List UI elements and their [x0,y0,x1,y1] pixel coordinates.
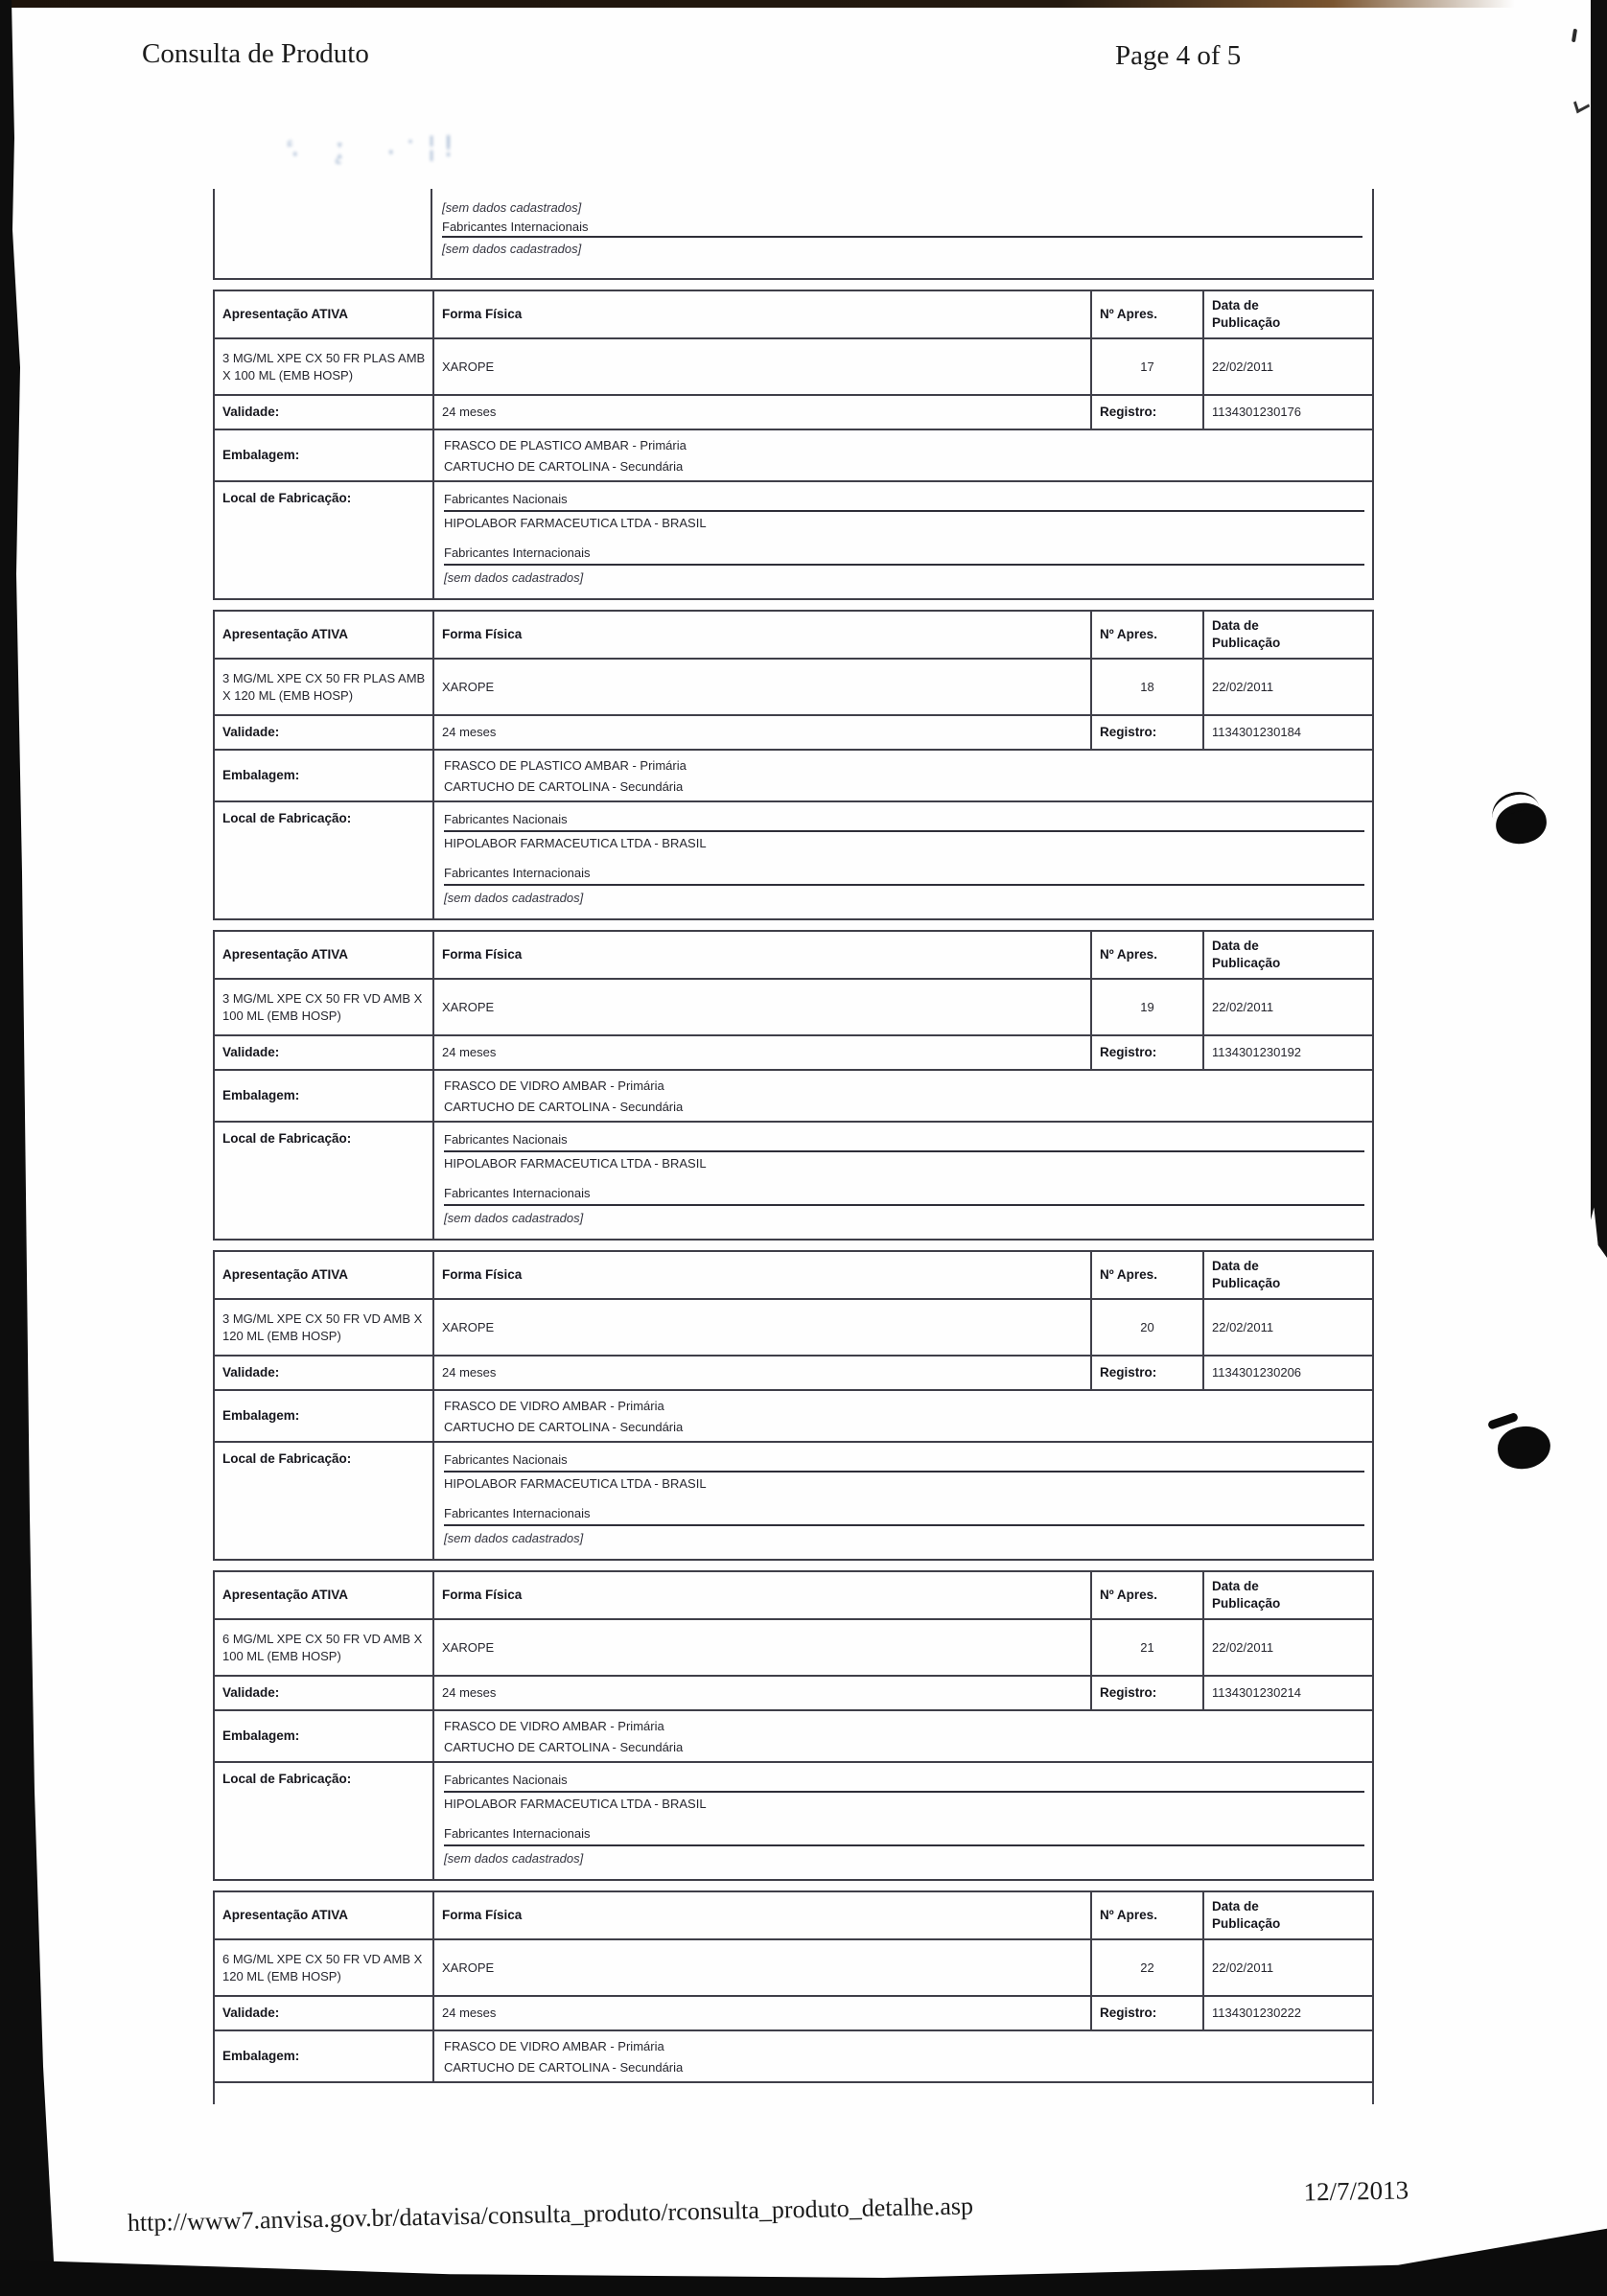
embalagem-value [432,430,1372,480]
validade-value: 24 meses [432,1997,1090,2029]
local-fabricacao-label: Local de Fabricação: [222,1131,352,1146]
sem-dados-text: [sem dados cadastrados] [444,1850,584,1866]
col-header-n-apres: Nº Apres. [1090,1252,1202,1298]
embalagem-primaria: FRASCO DE VIDRO AMBAR - Primária [444,1399,664,1413]
embalagem-label: Embalagem: [222,2048,300,2063]
validade-label: Validade: [222,1044,280,1059]
fabricantes-internacionais-heading: Fabricantes Internacionais [444,1182,1364,1206]
validade-label: Validade: [222,1364,280,1380]
embalagem-label: Embalagem: [222,1407,300,1423]
sem-dados-text: [sem dados cadastrados] [444,1210,584,1225]
embalagem-label: Embalagem: [222,1087,300,1102]
col-header-data-publicacao: Data de Publicação [1212,1579,1281,1611]
embalagem-label: Embalagem: [222,1728,300,1743]
fabricantes-nacionais-heading: Fabricantes Nacionais [444,1128,1364,1152]
embalagem-secundaria: CARTUCHO DE CARTOLINA - Secundária [444,779,684,795]
validade-label: Validade: [222,404,280,419]
table-border-stub-left [213,2083,215,2104]
col-header-apresentacao: Apresentação ATIVA [222,626,349,641]
product-block [213,1570,1374,1881]
fabricantes-nacionais-heading: Fabricantes Nacionais [444,1449,1364,1473]
col-header-forma-fisica: Forma Física [432,1252,1090,1298]
fabricante-nacional-value: HIPOLABOR FARMACEUTICA LTDA - BRASIL [444,1155,707,1171]
apresentacao-value: 3 MG/ML XPE CX 50 FR VD AMB X 120 ML (EMB HOSP) [222,1310,423,1343]
embalagem-secundaria: CARTUCHO DE CARTOLINA - Secundária [444,2060,684,2076]
embalagem-value [432,751,1372,800]
embalagem-secundaria: CARTUCHO DE CARTOLINA - Secundária [444,459,684,475]
product-block [213,1250,1374,1561]
fabricantes-internacionais-heading: Fabricantes Internacionais [444,862,1364,886]
sem-dados-text: [sem dados cadastrados] [442,200,582,215]
product-block [213,290,1374,600]
validade-value: 24 meses [432,716,1090,749]
apresentacao-value: 6 MG/ML XPE CX 50 FR VD AMB X 100 ML (EMB HOSP) [222,1631,423,1663]
col-header-n-apres: Nº Apres. [1090,932,1202,978]
pen-squiggle-mark [1573,96,1590,114]
registro-label: Registro: [1090,1036,1202,1069]
embalagem-secundaria: CARTUCHO DE CARTOLINA - Secundária [444,1740,684,1755]
data-publicacao-value: 22/02/2011 [1202,980,1372,1034]
embalagem-value [432,2031,1372,2081]
n-apres-value: 20 [1090,1300,1202,1355]
product-block-truncated [213,1890,1374,2083]
forma-fisica-value: XAROPE [432,660,1090,714]
col-header-n-apres: Nº Apres. [1090,291,1202,337]
local-fabricacao-value [432,1123,1372,1239]
col-header-forma-fisica: Forma Física [432,612,1090,658]
col-header-n-apres: Nº Apres. [1090,612,1202,658]
col-header-forma-fisica: Forma Física [432,932,1090,978]
col-header-forma-fisica: Forma Física [432,1892,1090,1938]
sem-dados-text: [sem dados cadastrados] [444,1530,584,1545]
local-fabricacao-value [432,1443,1372,1559]
col-header-apresentacao: Apresentação ATIVA [222,1266,349,1282]
page-footer [0,2171,1607,2261]
document-title: Consulta de Produto [142,38,369,69]
validade-value: 24 meses [432,396,1090,429]
fabricante-nacional-value: HIPOLABOR FARMACEUTICA LTDA - BRASIL [444,1475,707,1491]
apresentacao-value: 3 MG/ML XPE CX 50 FR PLAS AMB X 120 ML (EMB HOSP) [222,670,426,703]
registro-value: 1134301230222 [1202,1997,1372,2029]
forma-fisica-value: XAROPE [432,1300,1090,1355]
registro-value: 1134301230192 [1202,1036,1372,1069]
apresentacao-value: 3 MG/ML XPE CX 50 FR VD AMB X 100 ML (EMB HOSP) [222,990,423,1023]
product-block [213,930,1374,1241]
embalagem-primaria: FRASCO DE PLASTICO AMBAR - Primária [444,438,687,452]
col-header-data-publicacao: Data de Publicação [1212,1899,1281,1931]
fabricantes-internacionais-heading: Fabricantes Internacionais [444,1822,1364,1846]
fabricantes-internacionais-heading: Fabricantes Internacionais [444,542,1364,566]
data-publicacao-value: 22/02/2011 [1202,1300,1372,1355]
carryover-block [213,189,1374,280]
col-header-data-publicacao: Data de Publicação [1212,618,1281,650]
fabricante-nacional-value: HIPOLABOR FARMACEUTICA LTDA - BRASIL [444,1796,707,1811]
local-fabricacao-value [432,802,1372,918]
pen-tick-mark [1572,29,1577,42]
punch-hole-mark-bottom [1496,1425,1552,1472]
registro-label: Registro: [1090,1677,1202,1709]
validade-value: 24 meses [432,1677,1090,1709]
col-header-n-apres: Nº Apres. [1090,1892,1202,1938]
embalagem-label: Embalagem: [222,447,300,462]
fabricantes-nacionais-heading: Fabricantes Nacionais [444,808,1364,832]
local-fabricacao-value [432,482,1372,598]
embalagem-value [432,1391,1372,1441]
table-border-stub-right [1372,2083,1374,2104]
col-header-forma-fisica: Forma Física [432,291,1090,337]
n-apres-value: 19 [1090,980,1202,1034]
scan-artifact-right-edge [1591,0,1607,1258]
data-publicacao-value: 22/02/2011 [1202,1940,1372,1995]
col-header-apresentacao: Apresentação ATIVA [222,1587,349,1602]
scan-artifact-left-edge [0,0,58,2296]
registro-label: Registro: [1090,1357,1202,1389]
apresentacao-value: 3 MG/ML XPE CX 50 FR PLAS AMB X 100 ML (EMB HOSP) [222,350,426,383]
col-header-data-publicacao: Data de Publicação [1212,1259,1281,1290]
forma-fisica-value: XAROPE [432,339,1090,394]
local-fabricacao-label: Local de Fabricação: [222,1772,352,1786]
forma-fisica-value: XAROPE [432,1940,1090,1995]
forma-fisica-value: XAROPE [432,1620,1090,1675]
apresentacao-value: 6 MG/ML XPE CX 50 FR VD AMB X 120 ML (EMB HOSP) [222,1951,423,1983]
validade-label: Validade: [222,724,280,739]
footer-url: http://www7.anvisa.gov.br/datavisa/consulta_produto/rconsulta_produto_detalhe.asp [127,2192,974,2238]
col-header-apresentacao: Apresentação ATIVA [222,946,349,962]
col-header-forma-fisica: Forma Física [432,1572,1090,1618]
scan-artifact-top-edge [0,0,1515,8]
n-apres-value: 17 [1090,339,1202,394]
sem-dados-text: [sem dados cadastrados] [444,890,584,905]
embalagem-value [432,1071,1372,1121]
embalagem-label: Embalagem: [222,767,300,782]
fabricantes-internacionais-heading: Fabricantes Internacionais [442,217,1362,238]
registro-value: 1134301230206 [1202,1357,1372,1389]
embalagem-value [432,1711,1372,1761]
faint-stamp-mark: ٔ· ː̨ ·˙ ¦ǃ [283,130,460,172]
validade-value: 24 meses [432,1036,1090,1069]
registro-value: 1134301230176 [1202,396,1372,429]
validade-label: Validade: [222,2005,280,2020]
carryover-content [432,189,1372,278]
validade-value: 24 meses [432,1357,1090,1389]
carryover-empty-cell [215,189,432,278]
data-publicacao-value: 22/02/2011 [1202,660,1372,714]
registro-value: 1134301230214 [1202,1677,1372,1709]
registro-value: 1134301230184 [1202,716,1372,749]
page-number-indicator: Page 4 of 5 [1115,40,1242,71]
embalagem-secundaria: CARTUCHO DE CARTOLINA - Secundária [444,1100,684,1115]
embalagem-primaria: FRASCO DE VIDRO AMBAR - Primária [444,1719,664,1733]
col-header-data-publicacao: Data de Publicação [1212,939,1281,970]
fabricantes-internacionais-heading: Fabricantes Internacionais [444,1502,1364,1526]
data-publicacao-value: 22/02/2011 [1202,339,1372,394]
n-apres-value: 18 [1090,660,1202,714]
col-header-data-publicacao: Data de Publicação [1212,298,1281,330]
fabricante-nacional-value: HIPOLABOR FARMACEUTICA LTDA - BRASIL [444,515,707,530]
product-block [213,610,1374,920]
registro-label: Registro: [1090,396,1202,429]
fabricantes-nacionais-heading: Fabricantes Nacionais [444,1769,1364,1793]
registro-label: Registro: [1090,1997,1202,2029]
n-apres-value: 22 [1090,1940,1202,1995]
sem-dados-text: [sem dados cadastrados] [442,242,582,256]
n-apres-value: 21 [1090,1620,1202,1675]
embalagem-secundaria: CARTUCHO DE CARTOLINA - Secundária [444,1420,684,1435]
col-header-apresentacao: Apresentação ATIVA [222,1907,349,1922]
local-fabricacao-value [432,1763,1372,1879]
sem-dados-text: [sem dados cadastrados] [444,569,584,585]
col-header-apresentacao: Apresentação ATIVA [222,306,349,321]
footer-date: 12/7/2013 [1303,2175,1409,2207]
punch-hole-mark-top [1494,800,1549,847]
local-fabricacao-label: Local de Fabricação: [222,1451,352,1466]
fabricante-nacional-value: HIPOLABOR FARMACEUTICA LTDA - BRASIL [444,835,707,850]
registro-label: Registro: [1090,716,1202,749]
embalagem-primaria: FRASCO DE PLASTICO AMBAR - Primária [444,758,687,773]
data-publicacao-value: 22/02/2011 [1202,1620,1372,1675]
fabricantes-nacionais-heading: Fabricantes Nacionais [444,488,1364,512]
local-fabricacao-label: Local de Fabricação: [222,491,352,505]
product-table [213,189,1374,2083]
validade-label: Validade: [222,1684,280,1700]
local-fabricacao-label: Local de Fabricação: [222,811,352,825]
forma-fisica-value: XAROPE [432,980,1090,1034]
embalagem-primaria: FRASCO DE VIDRO AMBAR - Primária [444,1078,664,1093]
embalagem-primaria: FRASCO DE VIDRO AMBAR - Primária [444,2039,664,2053]
col-header-n-apres: Nº Apres. [1090,1572,1202,1618]
